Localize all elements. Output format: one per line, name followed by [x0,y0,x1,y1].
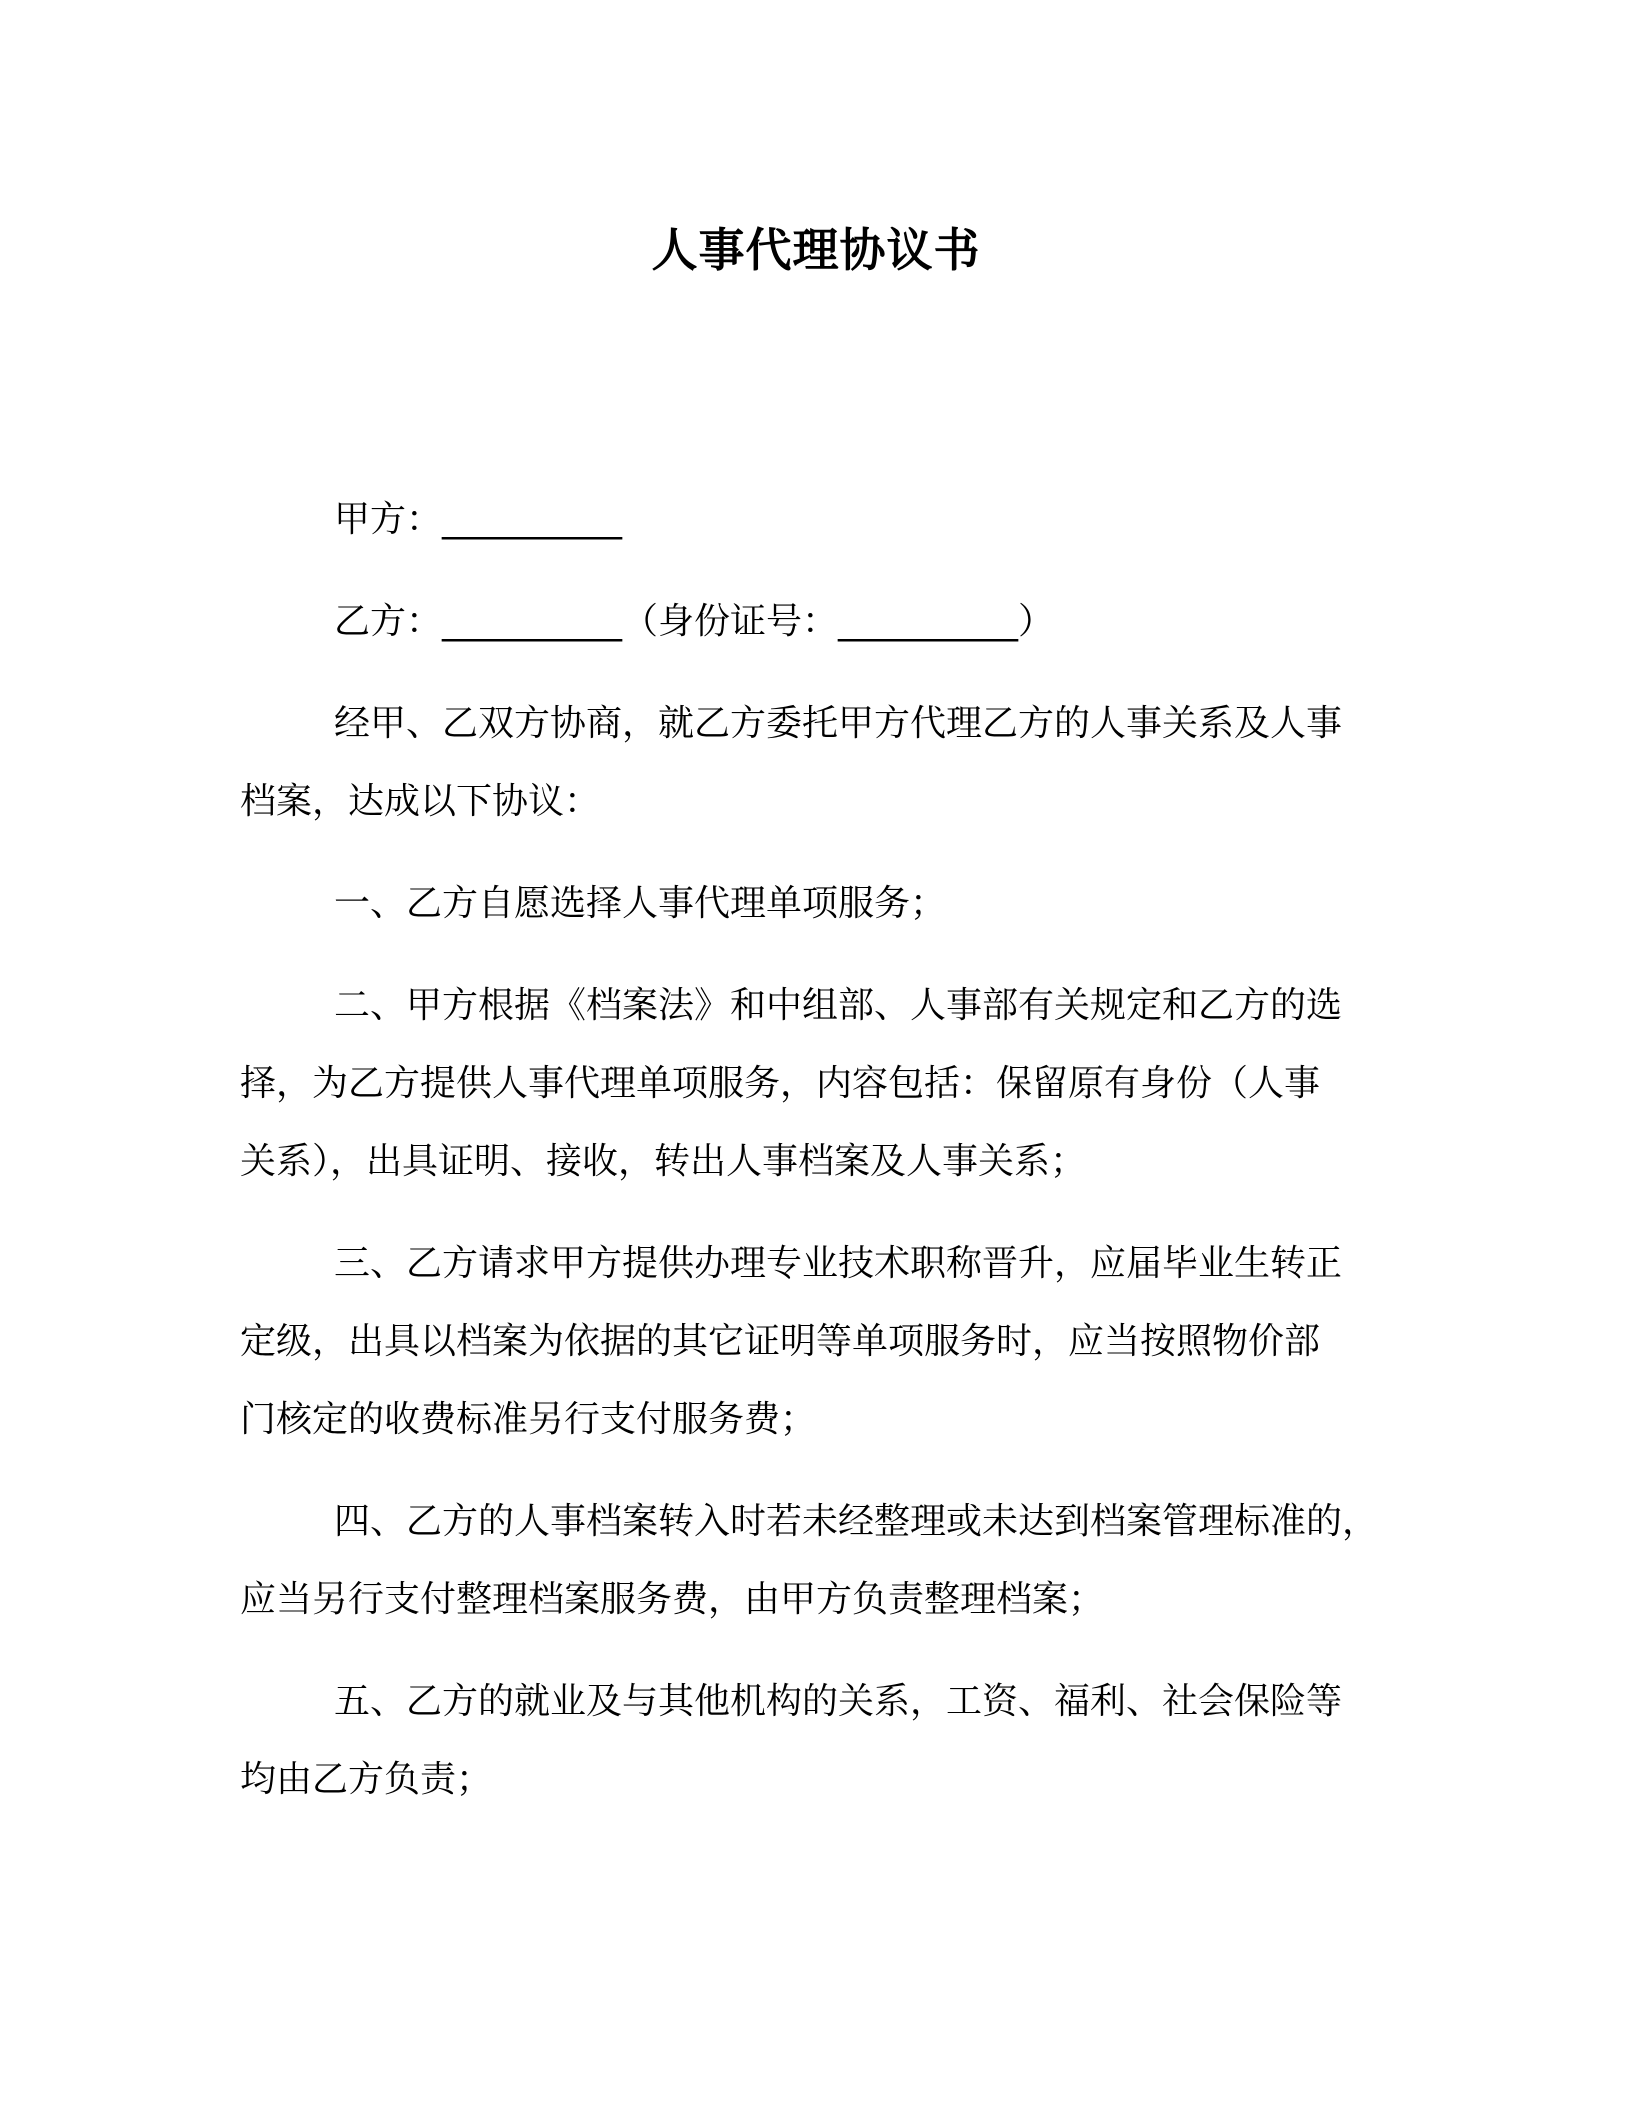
clause-5-line-1: 五、乙方的就业及与其他机构的关系，工资、福利、社会保险等 [334,1681,1343,1722]
intro-line-1: 经甲、乙双方协商，就乙方委托甲方代理乙方的人事关系及人事 [334,703,1343,744]
clause-3-line-1: 三、乙方请求甲方提供办理专业技术职称晋升，应届毕业生转正 [334,1243,1343,1284]
clause-3-line-3: 门核定的收费标准另行支付服务费； [240,1399,817,1440]
document-title: 人事代理协议书 [651,223,981,277]
clause-2-line-3: 关系），出具证明、接收，转出人事档案及人事关系； [240,1141,1087,1182]
clause-3-line-2: 定级，出具以档案为依据的其它证明等单项服务时，应当按照物价部 [240,1321,1321,1362]
clause-4-line-2: 应当另行支付整理档案服务费，由甲方负责整理档案； [240,1579,1105,1620]
party-b-line: 乙方：__________（身份证号：__________） [334,601,1055,642]
clause-4-line-1: 四、乙方的人事档案转入时若未经整理或未达到档案管理标准的， [334,1501,1379,1542]
clause-2-line-1: 二、甲方根据《档案法》和中组部、人事部有关规定和乙方的选 [334,985,1343,1026]
party-a-line: 甲方：__________ [334,499,623,540]
clause-5-line-2: 均由乙方负责； [240,1759,493,1800]
clause-2-line-2: 择，为乙方提供人事代理单项服务，内容包括：保留原有身份（人事 [240,1063,1321,1104]
intro-line-2: 档案，达成以下协议： [240,781,601,822]
clause-1-line-1: 一、乙方自愿选择人事代理单项服务； [334,883,947,924]
